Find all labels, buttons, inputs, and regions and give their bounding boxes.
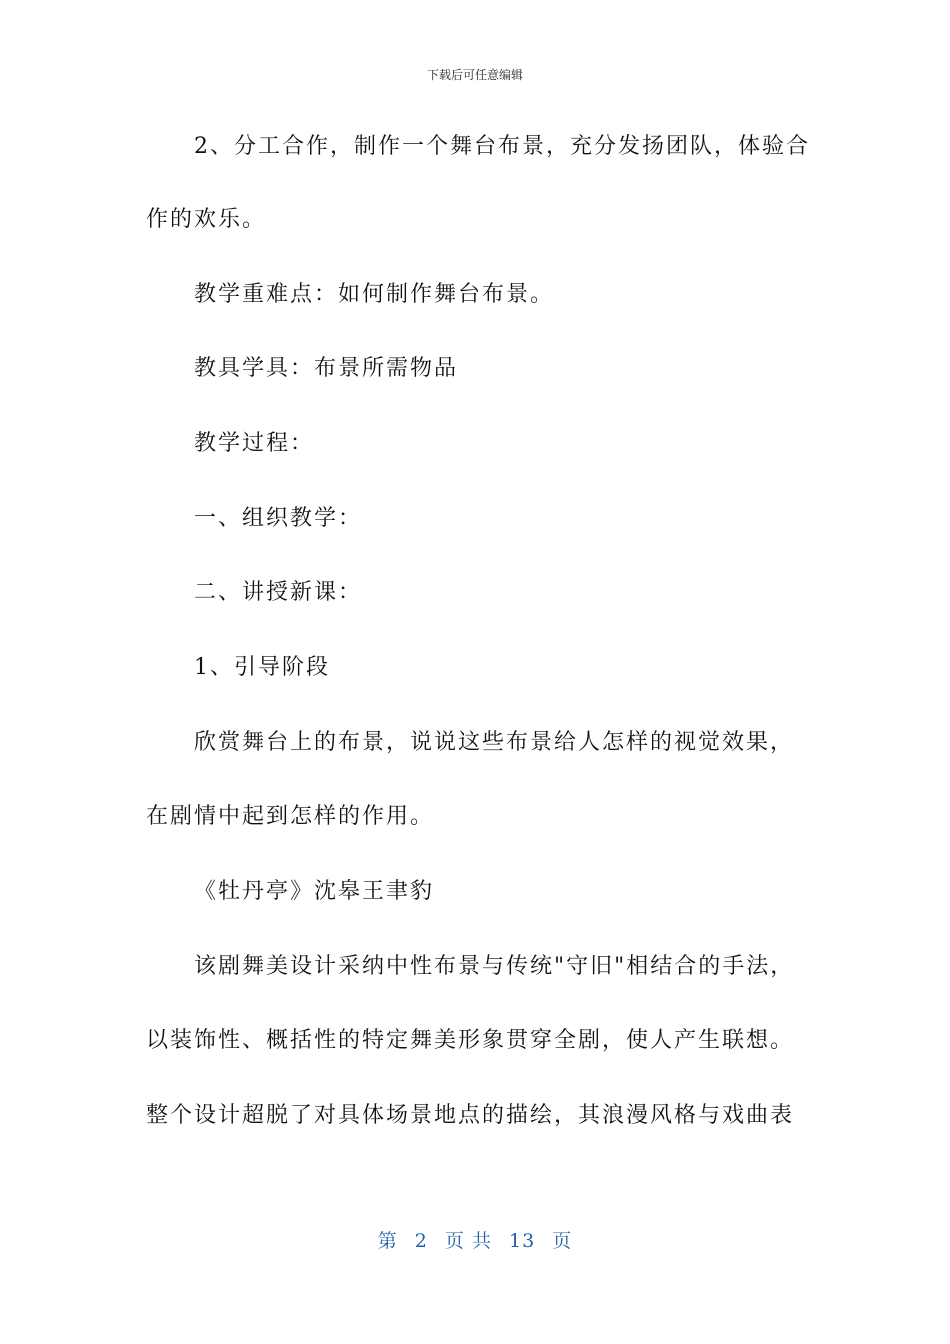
body-line: 1、引导阶段 <box>194 655 330 680</box>
body-line: 二、讲授新课： <box>194 580 363 605</box>
body-line: 教学重难点：如何制作舞台布景。 <box>194 282 555 307</box>
body-line: 一、组织教学： <box>194 506 363 531</box>
footer-total-pages: 13 <box>509 1230 536 1252</box>
footer-prefix: 第 <box>377 1230 398 1252</box>
page-header: 下载后可任意编辑 <box>426 68 523 82</box>
body-line: 教具学具：布景所需物品 <box>194 356 459 381</box>
body-line: 作的欢乐。 <box>146 207 267 232</box>
body-line: 该剧舞美设计采纳中性布景与传统"守旧"相结合的手法， <box>194 954 795 979</box>
footer-current-page: 2 <box>414 1230 428 1252</box>
footer-middle: 页 共 <box>444 1230 492 1252</box>
body-line: 欣赏舞台上的布景，说说这些布景给人怎样的视觉效果， <box>194 730 795 755</box>
body-line: 2、分工合作，制作一个舞台布景，充分发扬团队，体验合 <box>194 134 810 159</box>
body-line: 整个设计超脱了对具体场景地点的描绘，其浪漫风格与戏曲表 <box>146 1103 795 1128</box>
body-line: 在剧情中起到怎样的作用。 <box>146 804 435 829</box>
body-line: 《牡丹亭》沈皋王聿豹 <box>194 879 435 904</box>
footer-suffix: 页 <box>552 1230 573 1252</box>
body-line: 教学过程： <box>194 431 315 456</box>
page-footer <box>0 1226 950 1253</box>
body-line: 以装饰性、概括性的特定舞美形象贯穿全剧，使人产生联想。 <box>146 1028 795 1053</box>
